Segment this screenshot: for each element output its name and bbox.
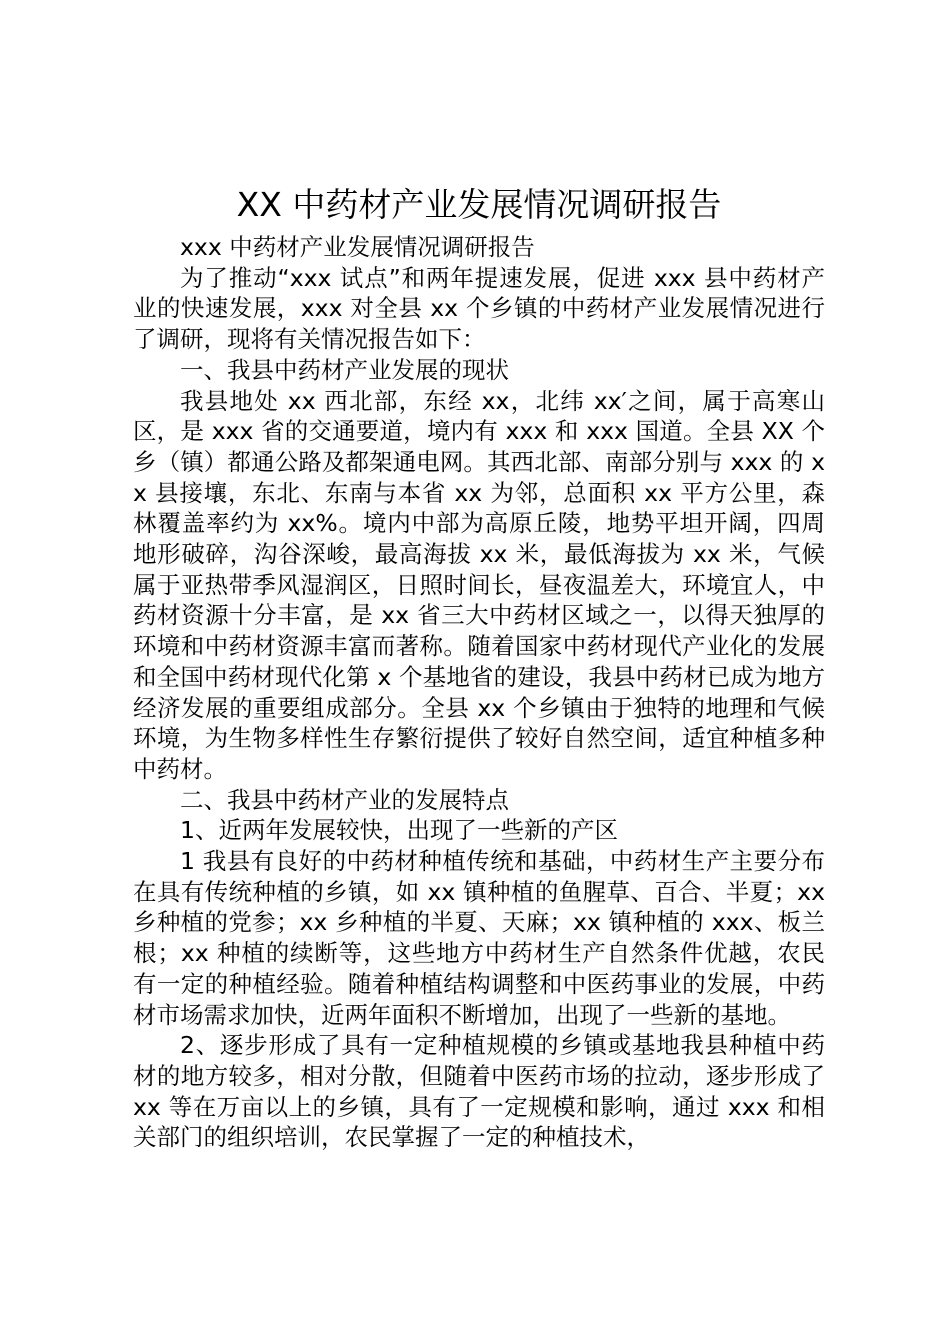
paragraph-subtitle: xxx 中药材产业发展情况调研报告: [180, 233, 535, 261]
document-title: XX 中药材产业发展情况调研报告: [236, 185, 722, 224]
section-heading-features: 二、我县中药材产业的发展特点: [180, 785, 509, 814]
paragraph-geography: 我县地处 xx 西北部，东经 xx，北纬 xx′之间，属于高寒山区，是 xxx 省的交通要道，境内有 xxx 和 xxx 国道。全县 XX 个乡（镇）都通公路及都架通电网。其西北部、南部分别与 xxx 的 xx 县接壤，东北、东南与本省 xx 为邻，总面积 xx 平方公里，森林覆盖率约为 xx%。境内中部为高原丘陵，地势平坦开阔，四周地形破碎，沟谷深峻，最高海拔 xx 米，最低海拔为 xx 米，气候属于亚热带季风湿润区，日照时间长，昼夜温差大，环境宜人，中药材资源十分丰富，是 xx 省三大中药材区域之一，以得天独厚的环境和中药材资源丰富而著称。随着国家中药材现代产业化的发展和全国中药材现代化第 x 个基地省的建设，我县中药材已成为地方经济发展的重要组成部分。全县 xx 个乡镇由于独特的地理和气候环境，为生物多样性生存繁衍提供了较好自然空间，适宜种植多种中药材。: [133, 386, 825, 783]
paragraph-traditional-planting: 1 我县有良好的中药材种植传统和基础，中药材生产主要分布在具有传统种植的乡镇，如 xx 镇种植的鱼腥草、百合、半夏；xx 乡种植的党参；xx 乡种植的半夏、天麻；xx 镇种植的 xxx、板兰根；xx 种植的续断等，这些地方中药材生产自然条件优越，农民有一定的种植经验。随着种植结构调整和中医药事业的发展，中药材市场需求加快，近两年面积不断增加，出现了一些新的基地。: [133, 847, 825, 1029]
document-body: [133, 232, 825, 1153]
paragraph-intro: 为了推动“xxx 试点”和两年提速发展，促进 xxx 县中药材产业的快速发展，xxx 对全县 xx 个乡镇的中药材产业发展情况进行了调研，现将有关情况报告如下：: [133, 263, 825, 354]
paragraph-scale-planting: 2、逐步形成了具有一定种植规模的乡镇或基地我县种植中药材的地方较多，相对分散，但随着中医药市场的拉动，逐步形成了 xx 等在万亩以上的乡镇，具有了一定规模和影响，通过 xxx 和相关部门的组织培训，农民掌握了一定的种植技术，: [133, 1031, 825, 1152]
section-heading-status: 一、我县中药材产业发展的现状: [180, 355, 509, 384]
subheading-rapid-growth: 1、近两年发展较快，出现了一些新的产区: [180, 816, 618, 845]
